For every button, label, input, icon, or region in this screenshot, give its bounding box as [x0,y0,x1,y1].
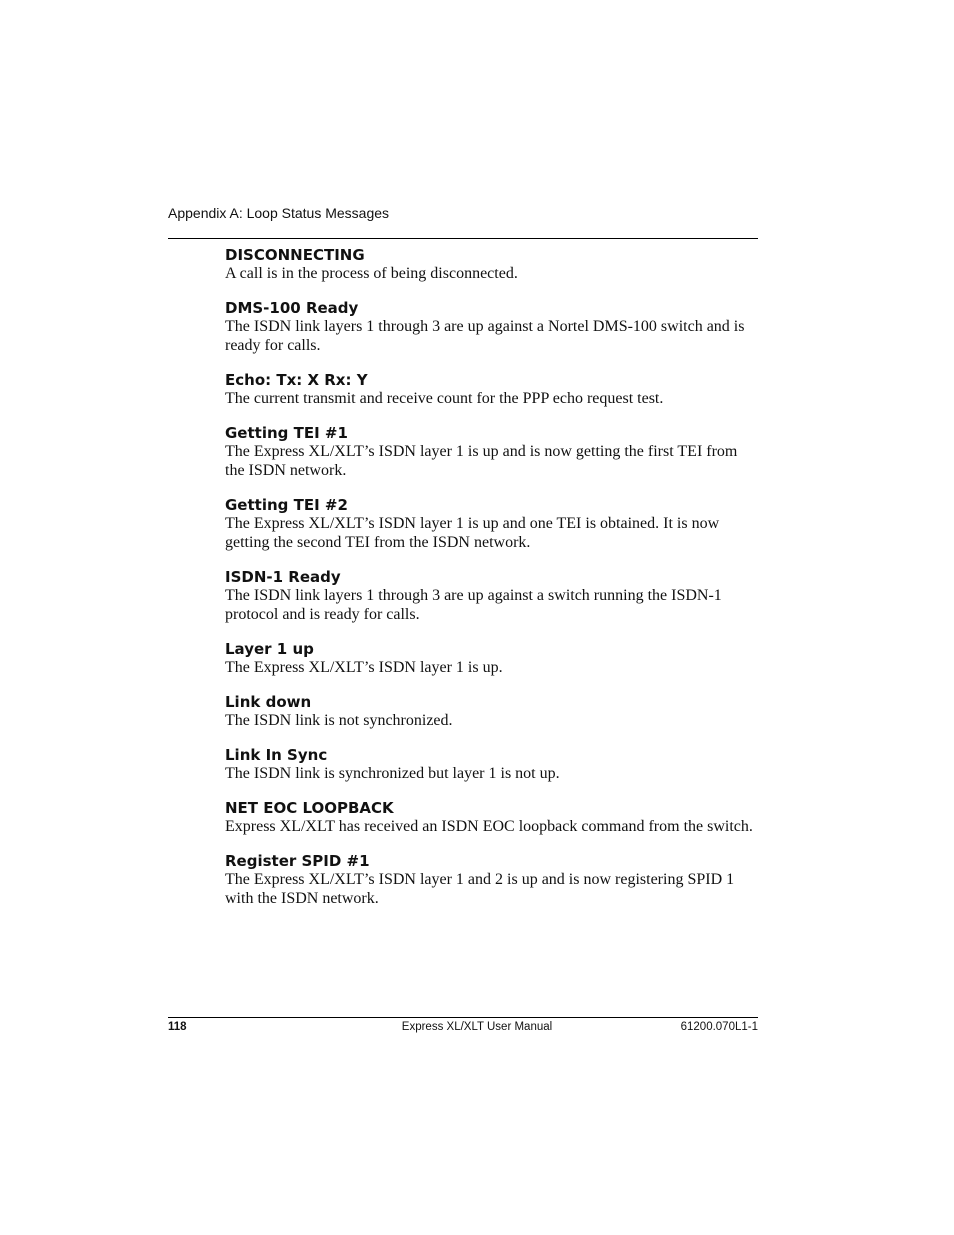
message-description: The Express XL/XLT’s ISDN layer 1 is up and is now getting the first TEI from the ISDN network. [225,443,738,479]
manual-title: Express XL/XLT User Manual [401,1021,553,1033]
message-entry [225,852,760,908]
message-description: A call is in the process of being disconnected. [225,265,518,282]
message-term: Getting TEI #1 [225,424,348,442]
message-entry [225,424,760,480]
footer-rule [168,1017,758,1018]
message-term: Layer 1 up [225,640,314,658]
message-entry [225,799,760,836]
document-number: 61200.070L1-1 [680,1021,758,1033]
message-description: The ISDN link is synchronized but layer 1 is not up. [225,765,560,782]
message-description: The ISDN link layers 1 through 3 are up against a switch running the ISDN-1 protocol and is ready for calls. [225,587,722,623]
message-description: The Express XL/XLT’s ISDN layer 1 is up and one TEI is obtained. It is now getting the second TEI from the ISDN network. [225,515,720,551]
message-entry [225,496,760,552]
message-entry [225,746,760,783]
message-description: The Express XL/XLT’s ISDN layer 1 is up. [225,659,503,676]
message-term: Getting TEI #2 [225,496,348,514]
message-description: Express XL/XLT has received an ISDN EOC loopback command from the switch. [225,818,753,835]
header-rule [168,238,758,239]
message-term: DMS-100 Ready [225,299,359,317]
message-term: Echo: Tx: X Rx: Y [225,371,368,389]
message-description: The ISDN link layers 1 through 3 are up against a Nortel DMS-100 switch and is ready for calls. [225,318,745,354]
page-number: 118 [168,1021,187,1033]
message-term: Link In Sync [225,746,328,764]
message-entry [225,640,760,677]
message-list [225,245,760,924]
message-description: The current transmit and receive count for the PPP echo request test. [225,390,664,407]
message-term: DISCONNECTING [225,246,365,264]
message-description: The ISDN link is not synchronized. [225,712,453,729]
running-head: Appendix A: Loop Status Messages [168,205,390,221]
message-term: NET EOC LOOPBACK [225,799,394,817]
message-entry [225,299,760,355]
message-entry [225,246,760,283]
message-entry [225,568,760,624]
message-term: Link down [225,693,312,711]
message-entry [225,693,760,730]
message-entry [225,371,760,408]
message-description: The Express XL/XLT’s ISDN layer 1 and 2 is up and is now registering SPID 1 with the ISDN network. [225,871,735,907]
message-term: ISDN-1 Ready [225,568,341,586]
message-term: Register SPID #1 [225,852,370,870]
